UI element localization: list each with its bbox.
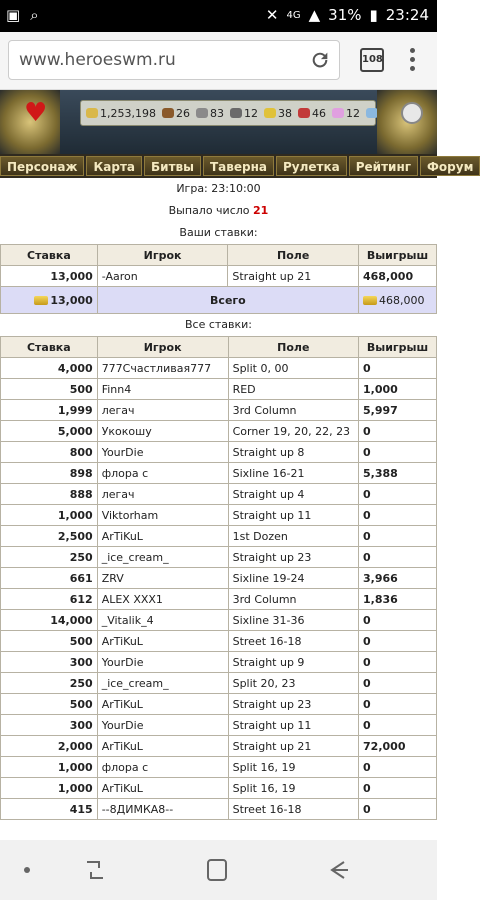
- field-cell: Straight up 8: [228, 442, 358, 463]
- battery-percent: 31%: [328, 6, 362, 24]
- field-cell: Sixline 16-21: [228, 463, 358, 484]
- win-cell: 468,000: [359, 266, 437, 287]
- col-win: Выигрыш: [359, 245, 437, 266]
- tab-count-button[interactable]: 108: [360, 48, 384, 72]
- home-icon[interactable]: [204, 858, 230, 882]
- main-menu: [0, 154, 474, 178]
- player-cell[interactable]: ZRV: [97, 568, 228, 589]
- win-cell: 0: [359, 715, 437, 736]
- resource-value: 38: [277, 106, 292, 120]
- bet-cell: 800: [1, 442, 98, 463]
- signal-label: 4G: [286, 9, 301, 21]
- table-row: [1, 526, 437, 547]
- table-row: [1, 778, 437, 799]
- heart-icon[interactable]: ♥: [24, 98, 48, 128]
- player-cell[interactable]: флора с: [97, 757, 228, 778]
- player-cell[interactable]: _ice_cream_: [97, 547, 228, 568]
- dot-icon[interactable]: [14, 858, 40, 882]
- win-cell: 0: [359, 652, 437, 673]
- bet-cell: 612: [1, 589, 98, 610]
- table-row: [1, 379, 437, 400]
- win-cell: 0: [359, 526, 437, 547]
- drop-line: [0, 200, 437, 222]
- game-header: [0, 90, 437, 154]
- win-cell: 5,388: [359, 463, 437, 484]
- win-cell: 0: [359, 694, 437, 715]
- resource-value: 1,253,198: [100, 106, 156, 120]
- player-cell[interactable]: Viktorham: [97, 505, 228, 526]
- win-cell: 5,997: [359, 400, 437, 421]
- win-cell: 0: [359, 778, 437, 799]
- field-cell: Straight up 11: [228, 505, 358, 526]
- more-menu-icon[interactable]: [408, 46, 416, 74]
- player-cell[interactable]: Finn4: [97, 379, 228, 400]
- field-cell: Sixline 31-36: [228, 610, 358, 631]
- resource-item: [332, 107, 360, 120]
- table-row: [1, 673, 437, 694]
- total-bet: 13,000: [1, 287, 98, 314]
- win-cell: 0: [359, 799, 437, 820]
- win-cell: 3,966: [359, 568, 437, 589]
- table-row: [1, 568, 437, 589]
- resource-item: [196, 107, 224, 120]
- all-bets-table: [0, 336, 437, 820]
- win-cell: 0: [359, 358, 437, 379]
- player-cell[interactable]: ArTiKuL: [97, 778, 228, 799]
- table-row: [1, 463, 437, 484]
- game-time: Игра: 23:10:00: [176, 182, 261, 195]
- sulfur-icon: [264, 108, 276, 118]
- resource-value: 83: [209, 106, 224, 120]
- resource-value: 26: [175, 106, 190, 120]
- flask-icon[interactable]: [401, 102, 423, 124]
- resource-value: 12: [345, 106, 360, 120]
- col-field: Поле: [228, 245, 359, 266]
- bet-cell: 1,000: [1, 505, 98, 526]
- drop-label: Выпало число: [168, 204, 250, 217]
- player-cell[interactable]: YourDie: [97, 652, 228, 673]
- bet-cell: 2,500: [1, 526, 98, 547]
- wood-icon: [162, 108, 174, 118]
- field-cell: Street 16-18: [228, 799, 358, 820]
- drop-number: 21: [253, 204, 269, 217]
- table-row: [1, 652, 437, 673]
- image-icon: ▣: [6, 6, 21, 24]
- player-cell[interactable]: ALEX XXX1: [97, 589, 228, 610]
- menu-item[interactable]: Персонаж: [0, 156, 84, 176]
- player-cell[interactable]: --8ДИМКА8--: [97, 799, 228, 820]
- bet-cell: 4,000: [1, 358, 98, 379]
- mute-icon: ✕: [265, 6, 279, 24]
- battery-icon: ▮: [369, 6, 378, 24]
- win-cell: 0: [359, 484, 437, 505]
- field-cell: Corner 19, 20, 22, 23: [228, 421, 358, 442]
- bet-cell: 1,000: [1, 757, 98, 778]
- ore-icon: [196, 108, 208, 118]
- player-cell[interactable]: ArTiKuL: [97, 631, 228, 652]
- total-win: 468,000: [359, 287, 437, 314]
- field-cell: Straight up 23: [228, 547, 358, 568]
- field-cell: Sixline 19-24: [228, 568, 358, 589]
- win-cell: 72,000: [359, 736, 437, 757]
- field-cell: Split 16, 19: [228, 757, 358, 778]
- player-cell[interactable]: Укокошу: [97, 421, 228, 442]
- status-bar: [0, 0, 437, 32]
- player-cell[interactable]: _Vitalik_4: [97, 610, 228, 631]
- win-cell: 1,000: [359, 379, 437, 400]
- resource-bar: [80, 100, 376, 126]
- resource-item: [162, 107, 190, 120]
- table-row: [1, 358, 437, 379]
- field-cell: Straight up 23: [228, 694, 358, 715]
- bet-cell: 2,000: [1, 736, 98, 757]
- bet-cell: 300: [1, 715, 98, 736]
- table-row: [1, 547, 437, 568]
- win-cell: 0: [359, 442, 437, 463]
- menu-item[interactable]: Рулетка: [276, 156, 347, 176]
- player-cell[interactable]: легач: [97, 484, 228, 505]
- player-cell[interactable]: ArTiKuL: [97, 526, 228, 547]
- win-cell: 0: [359, 505, 437, 526]
- search-icon: ⌕: [30, 6, 39, 24]
- player-cell[interactable]: 777Счастливая777: [97, 358, 228, 379]
- field-cell: Split 0, 00: [228, 358, 358, 379]
- field-cell: Straight up 21: [228, 266, 359, 287]
- table-row: [1, 442, 437, 463]
- col-bet: Ставка: [1, 245, 98, 266]
- table-row: [1, 799, 437, 820]
- player-cell[interactable]: YourDie: [97, 715, 228, 736]
- field-cell: Split 20, 23: [228, 673, 358, 694]
- table-row: [1, 694, 437, 715]
- bet-cell: 1,000: [1, 778, 98, 799]
- menu-item[interactable]: Битвы: [144, 156, 201, 176]
- player-cell[interactable]: флора с: [97, 463, 228, 484]
- col-bet: Ставка: [1, 337, 98, 358]
- table-row: [1, 631, 437, 652]
- back-icon[interactable]: [326, 858, 352, 882]
- win-cell: 0: [359, 610, 437, 631]
- bet-cell: 300: [1, 652, 98, 673]
- field-cell: 3rd Column: [228, 400, 358, 421]
- player-cell[interactable]: -Aaron: [97, 266, 228, 287]
- col-field: Поле: [228, 337, 358, 358]
- player-cell[interactable]: ArTiKuL: [97, 694, 228, 715]
- win-cell: 0: [359, 631, 437, 652]
- table-row: [1, 757, 437, 778]
- menu-item[interactable]: Форум: [420, 156, 480, 176]
- table-row: [1, 421, 437, 442]
- player-cell[interactable]: _ice_cream_: [97, 673, 228, 694]
- field-cell: 3rd Column: [228, 589, 358, 610]
- address-bar[interactable]: [8, 40, 340, 80]
- resource-item: [230, 107, 258, 120]
- field-cell: Split 16, 19: [228, 778, 358, 799]
- bet-cell: 14,000: [1, 610, 98, 631]
- menu-item[interactable]: Рейтинг: [349, 156, 418, 176]
- bet-cell: 250: [1, 547, 98, 568]
- bet-cell: 415: [1, 799, 98, 820]
- table-row: [1, 610, 437, 631]
- field-cell: Straight up 21: [228, 736, 358, 757]
- browser-toolbar: [0, 32, 437, 90]
- menu-item[interactable]: Карта: [86, 156, 142, 176]
- field-cell: Straight up 11: [228, 715, 358, 736]
- total-label: Всего: [97, 287, 358, 314]
- table-row: [1, 589, 437, 610]
- bet-cell: 13,000: [1, 266, 98, 287]
- col-player: Игрок: [97, 337, 228, 358]
- resource-value: 46: [311, 106, 326, 120]
- bet-cell: 898: [1, 463, 98, 484]
- bet-cell: 661: [1, 568, 98, 589]
- bet-cell: 1,999: [1, 400, 98, 421]
- resource-item: [264, 107, 292, 120]
- clock: 23:24: [385, 6, 429, 24]
- bet-cell: 5,000: [1, 421, 98, 442]
- win-cell: 1,836: [359, 589, 437, 610]
- bet-cell: 888: [1, 484, 98, 505]
- mercury-icon: [230, 108, 242, 118]
- gold-icon: [86, 108, 98, 118]
- win-cell: 0: [359, 421, 437, 442]
- col-win: Выигрыш: [359, 337, 437, 358]
- table-row: [1, 736, 437, 757]
- bet-cell: 250: [1, 673, 98, 694]
- player-cell[interactable]: ArTiKuL: [97, 736, 228, 757]
- field-cell: 1st Dozen: [228, 526, 358, 547]
- crystal-icon: [298, 108, 310, 118]
- table-row: [1, 505, 437, 526]
- table-row: [1, 715, 437, 736]
- table-row: [1, 484, 437, 505]
- player-cell[interactable]: легач: [97, 400, 228, 421]
- table-row: [1, 266, 437, 287]
- field-cell: Straight up 9: [228, 652, 358, 673]
- win-cell: 0: [359, 673, 437, 694]
- win-cell: 0: [359, 547, 437, 568]
- win-cell: 0: [359, 757, 437, 778]
- col-player: Игрок: [97, 245, 228, 266]
- menu-item[interactable]: Таверна: [203, 156, 274, 176]
- recent-apps-icon[interactable]: [82, 858, 108, 882]
- table-row: [1, 400, 437, 421]
- resource-value: 12: [243, 106, 258, 120]
- gold-icon: [34, 296, 48, 305]
- field-cell: Street 16-18: [228, 631, 358, 652]
- bet-cell: 500: [1, 631, 98, 652]
- field-cell: RED: [228, 379, 358, 400]
- reload-icon[interactable]: [309, 49, 331, 71]
- android-nav-bar: [0, 840, 437, 900]
- signal-icon: ▲: [308, 6, 321, 24]
- resource-item: [298, 107, 326, 120]
- your-bets-table: [0, 244, 437, 314]
- gold-icon: [363, 296, 377, 305]
- field-cell: Straight up 4: [228, 484, 358, 505]
- bet-cell: 500: [1, 379, 98, 400]
- roulette-results: [0, 178, 437, 840]
- player-cell[interactable]: YourDie: [97, 442, 228, 463]
- total-row: [1, 287, 437, 314]
- gems-icon: [332, 108, 344, 118]
- your-bets-heading: Ваши ставки:: [179, 226, 258, 239]
- url-text[interactable]: www.heroeswm.ru: [19, 50, 176, 70]
- all-bets-heading: Все ставки:: [184, 318, 253, 331]
- resource-item: [86, 107, 156, 120]
- bet-cell: 500: [1, 694, 98, 715]
